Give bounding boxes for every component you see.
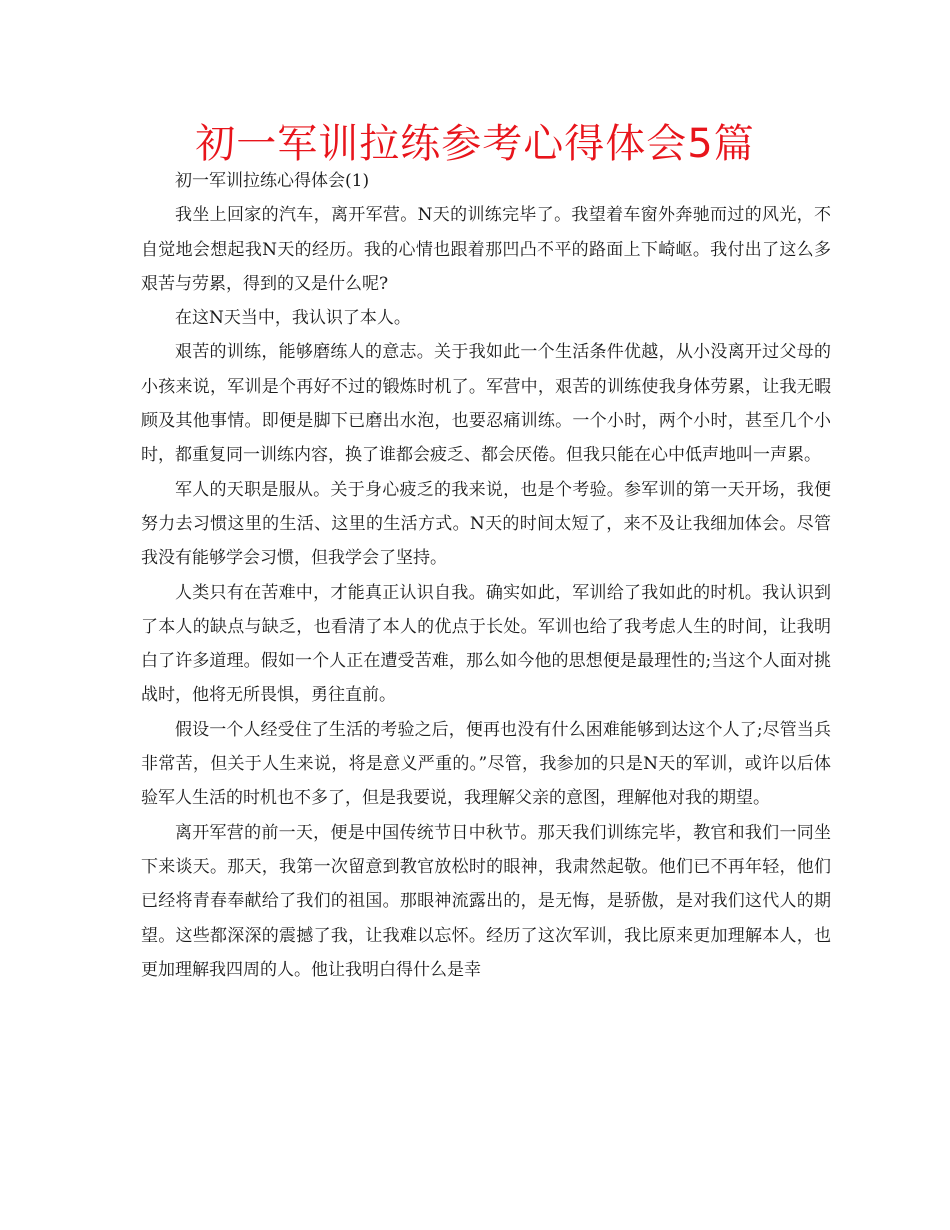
document-title: 初一军训拉练参考心得体会5篇: [195, 121, 755, 167]
document-body: [141, 164, 831, 987]
paragraph: 在这N天当中，我认识了本人。: [175, 308, 411, 329]
paragraph: 假设一个人经受住了生活的考验之后，便再也没有什么困难能够到达这个人了;尽管当兵非常苦，但关于人生来说，将是意义严重的。”尽管，我参加的只是N天的军训，或许以后体验军人生活的时机也不多了，但是我要说，我理解父亲的意图，理解他对我的期望。: [141, 719, 831, 809]
paragraph: 离开军营的前一天，便是中国传统节日中秋节。那天我们训练完毕，教官和我们一同坐下来谈天。那天，我第一次留意到教官放松时的眼神，我肃然起敬。他们已不再年轻，他们已经将青春奉献给了我们的祖国。那眼神流露出的，是无悔，是骄傲，是对我们这代人的期望。这些都深深的震撼了我，让我难以忘怀。经历了这次军训，我比原来更加理解本人，也更加理解我四周的人。他让我明白得什么是幸: [141, 822, 831, 980]
paragraph: 我坐上回家的汽车，离开军营。N天的训练完毕了。我望着车窗外奔驰而过的风光，不自觉地会想起我N天的经历。我的心情也跟着那凹凸不平的路面上下崎岖。我付出了这么多艰苦与劳累，得到的又是什么呢?: [141, 205, 831, 294]
section-heading: 初一军训拉练心得体会(1): [175, 171, 370, 191]
paragraph: 军人的天职是服从。关于身心疲乏的我来说，也是个考验。参军训的第一天开场，我便努力去习惯这里的生活、这里的生活方式。N天的时间太短了，来不及让我细加体会。尽管我没有能够学会习惯，但我学会了坚持。: [141, 479, 831, 569]
paragraph: 人类只有在苦难中，才能真正认识自我。确实如此，军训给了我如此的时机。我认识到了本人的缺点与缺乏，也看清了本人的优点于长处。军训也给了我考虑人生的时间，让我明白了许多道理。假如一个人正在遭受苦难，那么如今他的思想便是最理性的;当这个人面对挑战时，他将无所畏惧，勇往直前。: [141, 582, 831, 706]
paragraph: 艰苦的训练，能够磨练人的意志。关于我如此一个生活条件优越，从小没离开过父母的小孩来说，军训是个再好不过的锻炼时机了。军营中，艰苦的训练使我身体劳累，让我无暇顾及其他事情。即便是脚下已磨出水泡，也要忍痛训练。一个小时，两个小时，甚至几个小时，都重复同一训练内容，换了谁都会疲乏、都会厌倦。但我只能在心中低声地叫一声累。: [141, 342, 831, 466]
